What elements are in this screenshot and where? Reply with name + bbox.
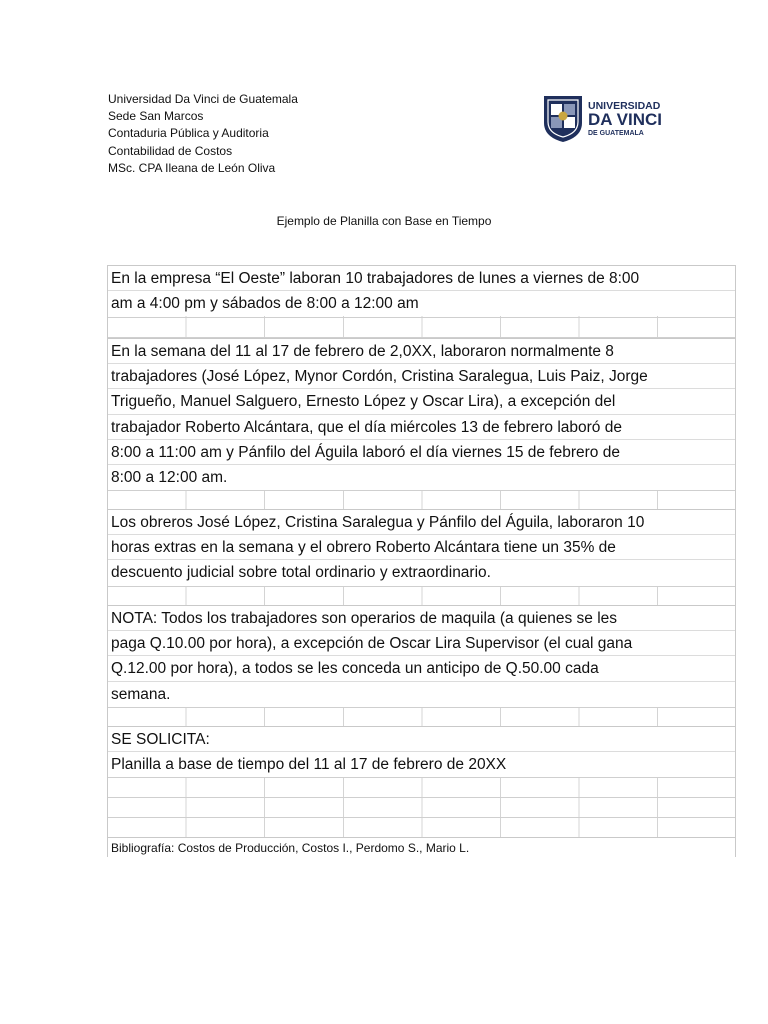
header-line-course: Contabilidad de Costos	[108, 143, 233, 158]
text-line: Q.12.00 por hora), a todos se les conceda un anticipo de Q.50.00 cada	[111, 656, 735, 681]
row-divider	[108, 586, 735, 587]
text-line: horas extras en la semana y el obrero Roberto Alcántara tiene un 35% de	[111, 535, 735, 560]
text-line: Trigueño, Manuel Salguero, Ernesto López y Oscar Lira), a excepción del	[111, 389, 735, 414]
paragraph-block-1	[108, 266, 735, 316]
institution-header	[108, 91, 298, 177]
text-line: paga Q.10.00 por hora), a excepción de Oscar Lira Supervisor (el cual gana	[111, 631, 735, 656]
document-title: Ejemplo de Planilla con Base en Tiempo	[276, 214, 492, 228]
row-divider	[108, 707, 735, 708]
text-line: am a 4:00 pm y sábados de 8:00 a 12:00 am	[111, 295, 419, 313]
header-line-program: Contaduria Pública y Auditoria	[108, 126, 269, 141]
text-line: SE SOLICITA:	[111, 727, 735, 752]
text-line: Planilla a base de tiempo del 11 al 17 de febrero de 20XX	[111, 756, 507, 774]
text-line: En la empresa “El Oeste” laboran 10 trabajadores de lunes a viernes de 8:00	[111, 266, 735, 291]
text-line: En la semana del 11 al 17 de febrero de 2,0XX, laboraron normalmente 8	[111, 339, 735, 364]
header-line-professor: MSc. CPA Ileana de León Oliva	[108, 160, 276, 175]
logo-line2: DA VINCI	[588, 110, 662, 129]
text-line: Los obreros José López, Cristina Saralegua y Pánfilo del Águila, laboraron 10	[111, 510, 735, 535]
university-crest-icon	[542, 93, 662, 143]
row-divider	[108, 797, 735, 798]
text-line: semana.	[111, 685, 171, 703]
row-divider	[108, 490, 735, 491]
text-line: trabajadores (José López, Mynor Cordón, Cristina Saralegua, Luis Paiz, Jorge	[111, 364, 735, 389]
university-logo	[542, 93, 662, 143]
header-line-campus: Sede San Marcos	[108, 109, 204, 124]
row-divider	[108, 817, 735, 818]
paragraph-block-3	[108, 509, 735, 586]
paragraph-block-5	[108, 726, 735, 777]
spreadsheet-grid	[107, 265, 736, 857]
logo-line3: DE GUATEMALA	[588, 130, 644, 137]
text-line: 8:00 a 11:00 am y Pánfilo del Águila laboró el día viernes 15 de febrero de	[111, 440, 735, 465]
bibliography: Bibliografía: Costos de Producción, Costos I., Perdomo S., Mario L.	[108, 837, 735, 857]
logo-line1: UNIVERSIDAD	[588, 100, 661, 112]
paragraph-block-2	[108, 338, 735, 490]
text-line: descuento judicial sobre total ordinario y extraordinario.	[111, 564, 491, 582]
text-line: NOTA: Todos los trabajadores son operarios de maquila (a quienes se les	[111, 606, 735, 631]
header-line-university: Universidad Da Vinci de Guatemala	[108, 92, 298, 106]
row-divider	[108, 317, 735, 318]
paragraph-block-4	[108, 605, 735, 707]
row-divider	[108, 777, 735, 778]
text-line: trabajador Roberto Alcántara, que el día miércoles 13 de febrero laboró de	[111, 415, 735, 440]
text-line: 8:00 a 12:00 am.	[111, 469, 228, 487]
